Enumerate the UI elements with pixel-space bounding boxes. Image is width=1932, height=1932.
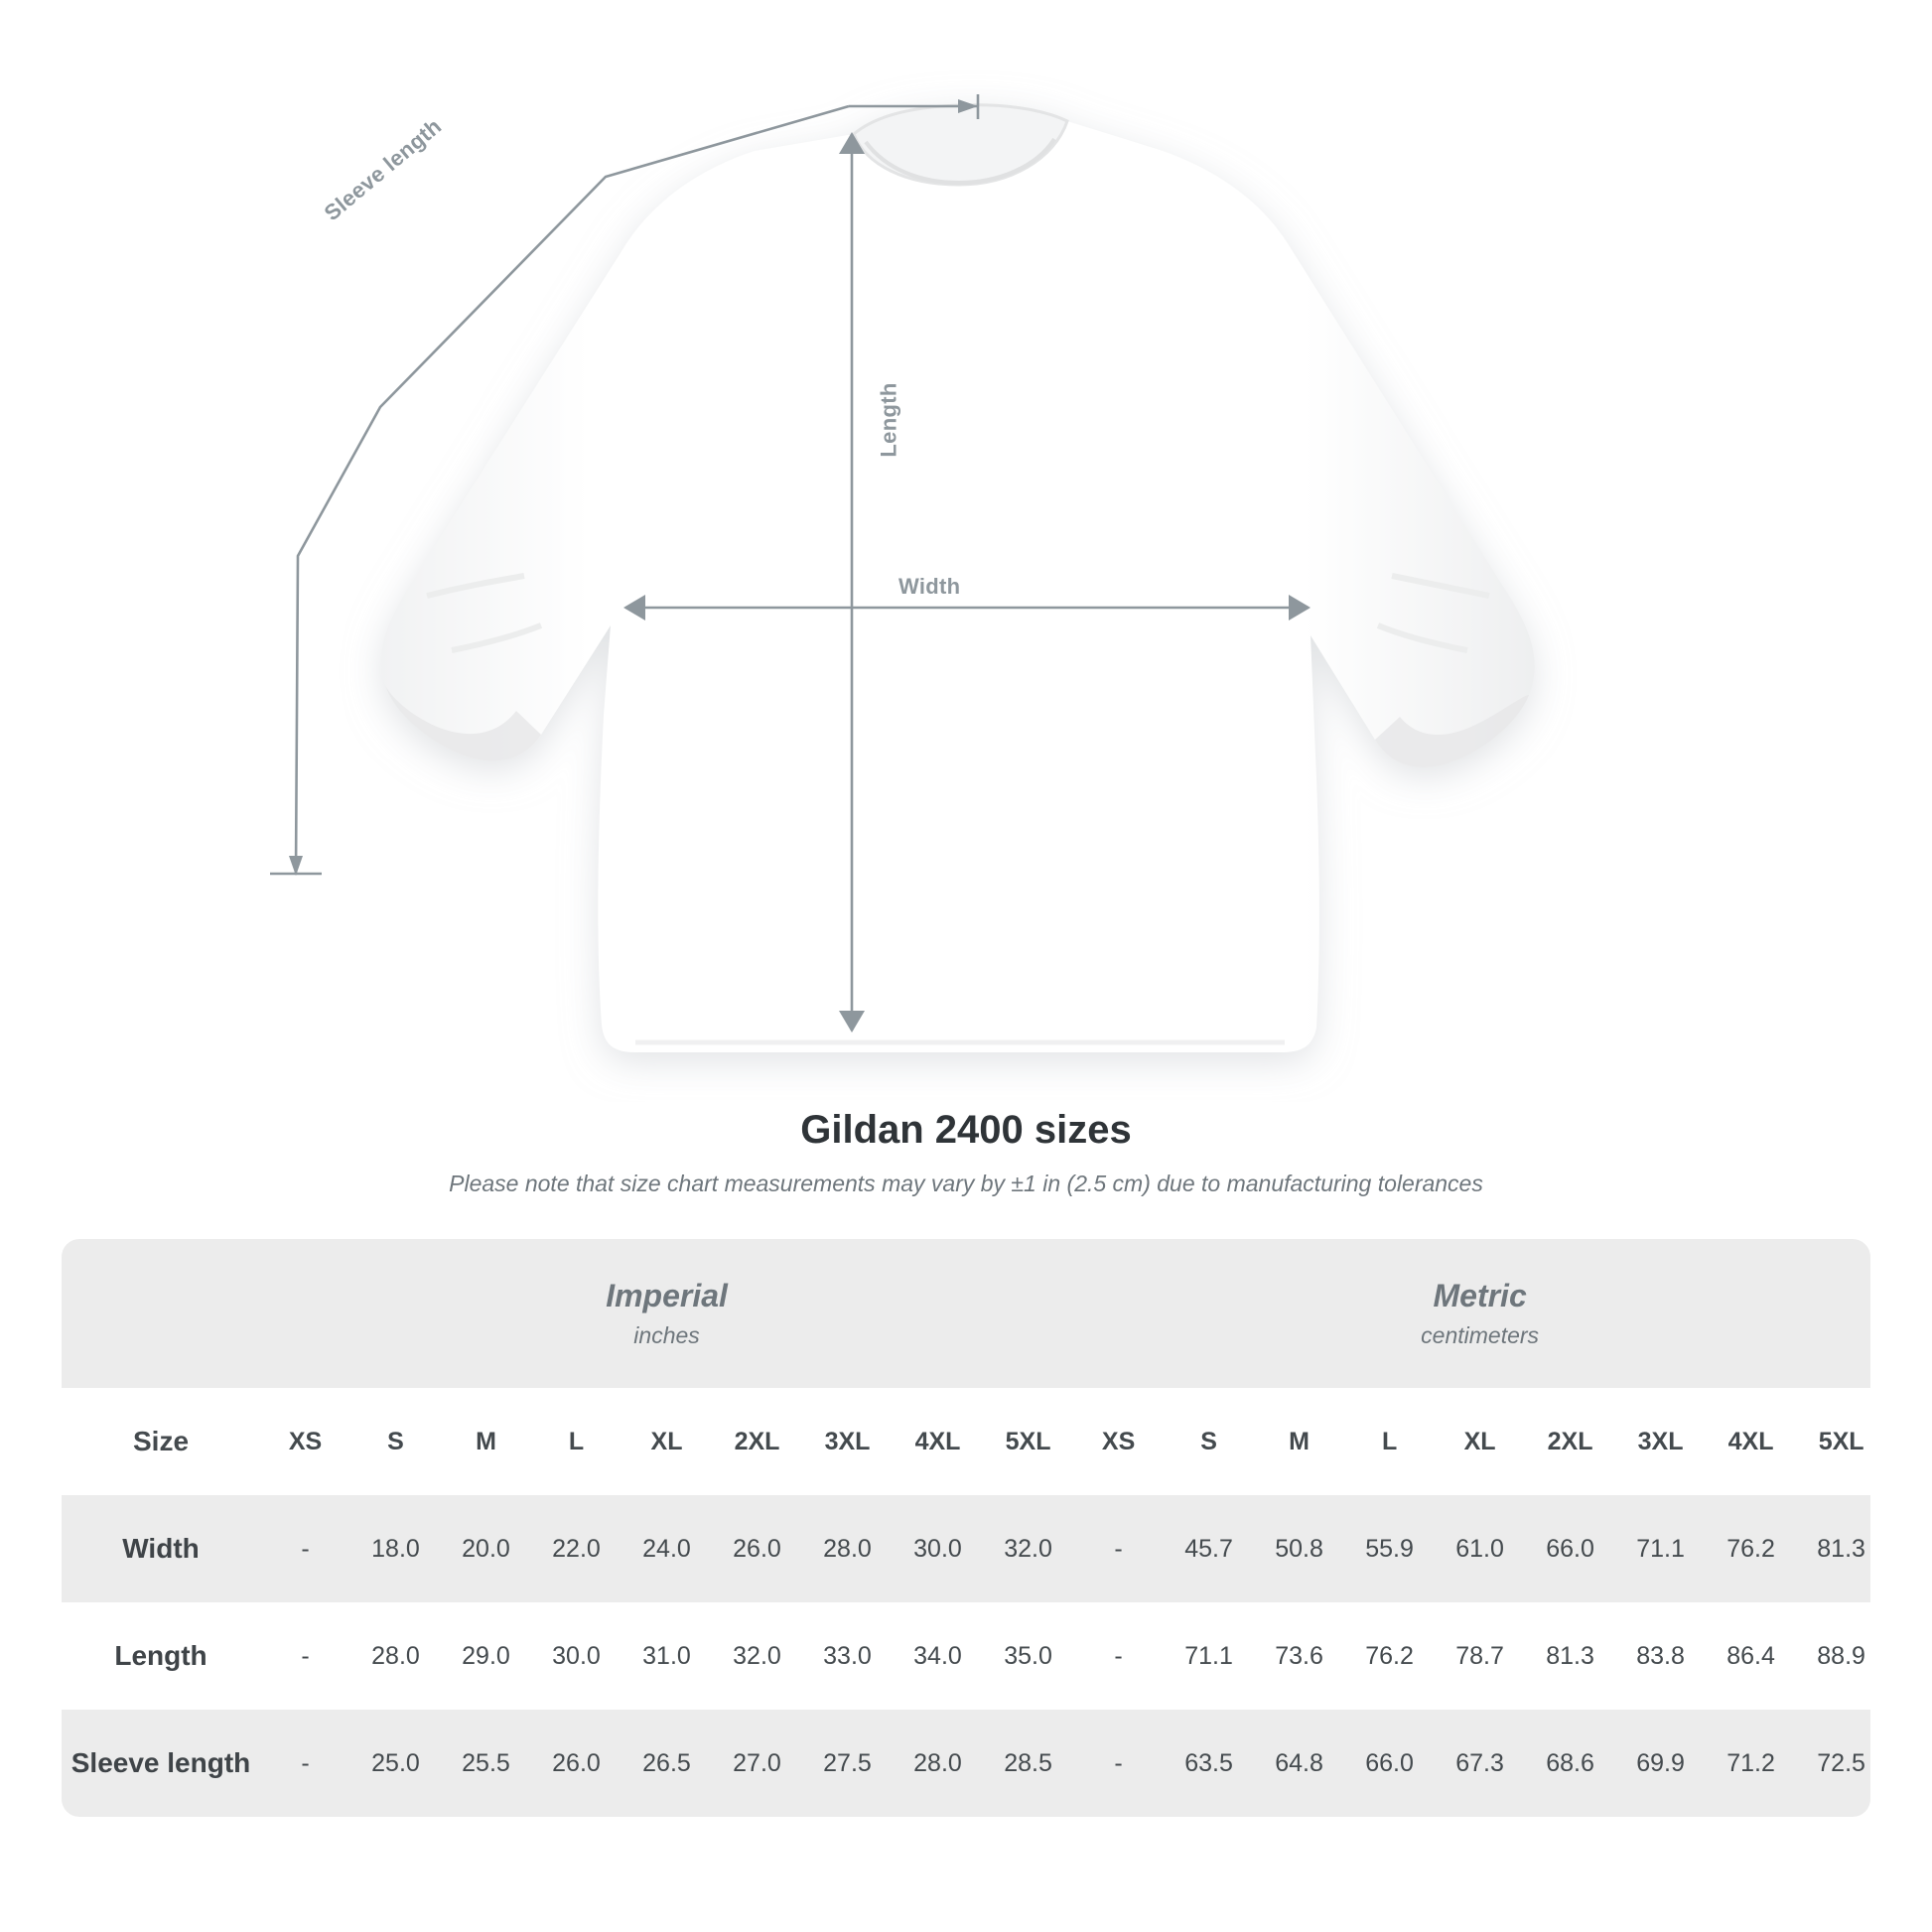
cell-length-imperial-3xl: 33.0 [802, 1602, 893, 1710]
cell-sleeve-imperial-s: 25.0 [350, 1710, 441, 1817]
cell-length-metric-l: 76.2 [1344, 1602, 1435, 1710]
cell-length-metric-xs: - [1073, 1602, 1164, 1710]
sleeve-length-label: Sleeve length [319, 113, 447, 226]
size-chart-table [62, 1239, 1870, 1817]
imperial-unit-cell [260, 1239, 1073, 1388]
cell-sleeve-imperial-2xl: 27.0 [712, 1710, 802, 1817]
size-header-imperial-3xl: 3XL [802, 1388, 893, 1495]
cell-width-imperial-4xl: 30.0 [893, 1495, 983, 1602]
row-label-width: Width [62, 1495, 260, 1602]
cell-length-imperial-4xl: 34.0 [893, 1602, 983, 1710]
cell-width-imperial-3xl: 28.0 [802, 1495, 893, 1602]
cell-width-metric-l: 55.9 [1344, 1495, 1435, 1602]
size-header-metric-xl: XL [1435, 1388, 1525, 1495]
cell-sleeve-metric-xl: 67.3 [1435, 1710, 1525, 1817]
size-header-metric-4xl: 4XL [1706, 1388, 1796, 1495]
cell-sleeve-imperial-3xl: 27.5 [802, 1710, 893, 1817]
cell-sleeve-metric-4xl: 71.2 [1706, 1710, 1796, 1817]
cell-width-metric-xs: - [1073, 1495, 1164, 1602]
row-label-length: Length [62, 1602, 260, 1710]
cell-sleeve-metric-2xl: 68.6 [1525, 1710, 1615, 1817]
cell-width-metric-s: 45.7 [1164, 1495, 1254, 1602]
size-chart-table-wrapper [62, 1239, 1870, 1817]
cell-sleeve-imperial-4xl: 28.0 [893, 1710, 983, 1817]
cell-width-imperial-5xl: 32.0 [983, 1495, 1073, 1602]
size-header-imperial-2xl: 2XL [712, 1388, 802, 1495]
size-header-metric-5xl: 5XL [1796, 1388, 1870, 1495]
cell-width-metric-2xl: 66.0 [1525, 1495, 1615, 1602]
cell-length-metric-3xl: 83.8 [1615, 1602, 1706, 1710]
cell-sleeve-metric-xs: - [1073, 1710, 1164, 1817]
imperial-unit-sub: inches [633, 1321, 700, 1348]
cell-width-imperial-s: 18.0 [350, 1495, 441, 1602]
cell-sleeve-metric-m: 64.8 [1254, 1710, 1344, 1817]
cell-sleeve-imperial-xl: 26.5 [621, 1710, 712, 1817]
cell-length-imperial-m: 29.0 [441, 1602, 531, 1710]
cell-width-metric-m: 50.8 [1254, 1495, 1344, 1602]
cell-length-imperial-5xl: 35.0 [983, 1602, 1073, 1710]
cell-sleeve-metric-3xl: 69.9 [1615, 1710, 1706, 1817]
cell-width-metric-3xl: 71.1 [1615, 1495, 1706, 1602]
cell-width-imperial-m: 20.0 [441, 1495, 531, 1602]
cell-length-imperial-s: 28.0 [350, 1602, 441, 1710]
cell-width-imperial-xs: - [260, 1495, 350, 1602]
size-header-imperial-l: L [531, 1388, 621, 1495]
table-row [62, 1495, 1870, 1602]
cell-sleeve-metric-s: 63.5 [1164, 1710, 1254, 1817]
metric-unit-sub: centimeters [1421, 1321, 1540, 1348]
row-label-sleeve-length: Sleeve length [62, 1710, 260, 1817]
cell-sleeve-metric-l: 66.0 [1344, 1710, 1435, 1817]
metric-unit-name: Metric [1433, 1278, 1527, 1314]
cell-length-metric-4xl: 86.4 [1706, 1602, 1796, 1710]
cell-width-metric-4xl: 76.2 [1706, 1495, 1796, 1602]
cell-sleeve-imperial-m: 25.5 [441, 1710, 531, 1817]
cell-sleeve-metric-5xl: 72.5 [1796, 1710, 1870, 1817]
cell-sleeve-imperial-5xl: 28.5 [983, 1710, 1073, 1817]
unit-header-row [62, 1239, 1870, 1388]
size-header-imperial-xs: XS [260, 1388, 350, 1495]
table-row [62, 1602, 1870, 1710]
cell-length-metric-xl: 78.7 [1435, 1602, 1525, 1710]
cell-length-metric-5xl: 88.9 [1796, 1602, 1870, 1710]
size-header-metric-l: L [1344, 1388, 1435, 1495]
size-header-metric-m: M [1254, 1388, 1344, 1495]
imperial-unit-name: Imperial [606, 1278, 728, 1314]
title-block [0, 1108, 1932, 1197]
size-header-row [62, 1388, 1870, 1495]
cell-length-metric-2xl: 81.3 [1525, 1602, 1615, 1710]
size-header-metric-3xl: 3XL [1615, 1388, 1706, 1495]
cell-width-imperial-2xl: 26.0 [712, 1495, 802, 1602]
size-header-metric-xs: XS [1073, 1388, 1164, 1495]
cell-length-imperial-l: 30.0 [531, 1602, 621, 1710]
page-title: Gildan 2400 sizes [800, 1108, 1132, 1152]
size-header-label: Size [62, 1388, 260, 1495]
cell-length-imperial-2xl: 32.0 [712, 1602, 802, 1710]
cell-length-metric-s: 71.1 [1164, 1602, 1254, 1710]
cell-length-metric-m: 73.6 [1254, 1602, 1344, 1710]
size-header-imperial-5xl: 5XL [983, 1388, 1073, 1495]
unit-corner-cell [62, 1239, 260, 1388]
width-label: Width [898, 574, 961, 599]
cell-width-imperial-l: 22.0 [531, 1495, 621, 1602]
table-row [62, 1710, 1870, 1817]
size-header-metric-2xl: 2XL [1525, 1388, 1615, 1495]
cell-width-metric-5xl: 81.3 [1796, 1495, 1870, 1602]
size-header-imperial-4xl: 4XL [893, 1388, 983, 1495]
cell-sleeve-imperial-l: 26.0 [531, 1710, 621, 1817]
cell-length-imperial-xl: 31.0 [621, 1602, 712, 1710]
cell-length-imperial-xs: - [260, 1602, 350, 1710]
metric-unit-cell [1073, 1239, 1870, 1388]
cell-width-imperial-xl: 24.0 [621, 1495, 712, 1602]
tolerance-note: Please note that size chart measurements may vary by ±1 in (2.5 cm) due to manufacturing tolerances [449, 1171, 1483, 1196]
cell-width-metric-xl: 61.0 [1435, 1495, 1525, 1602]
size-header-imperial-xl: XL [621, 1388, 712, 1495]
length-label: Length [876, 382, 901, 458]
cell-sleeve-imperial-xs: - [260, 1710, 350, 1817]
size-header-imperial-m: M [441, 1388, 531, 1495]
size-header-imperial-s: S [350, 1388, 441, 1495]
size-header-metric-s: S [1164, 1388, 1254, 1495]
